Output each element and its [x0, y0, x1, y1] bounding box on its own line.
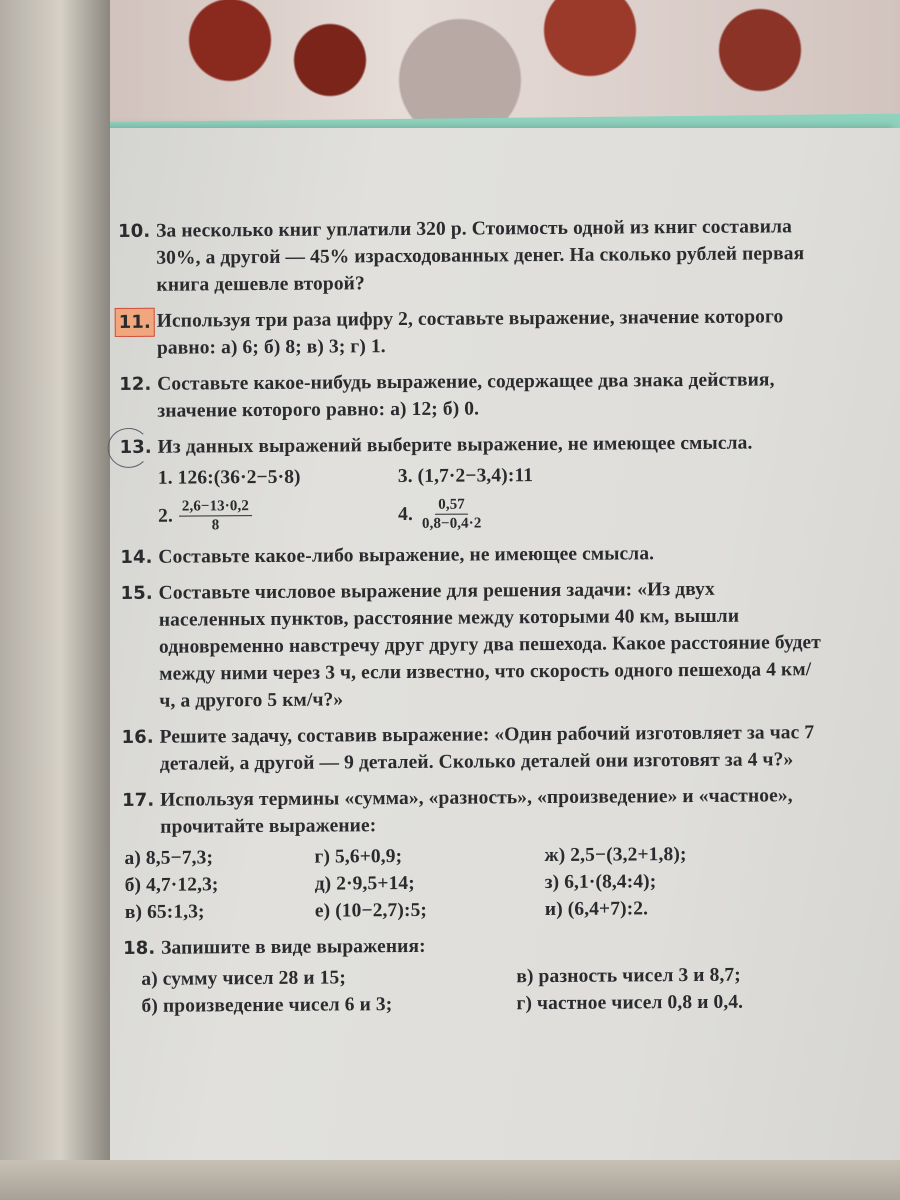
problem-15 [121, 575, 822, 715]
denominator: 8 [211, 517, 220, 534]
expression-item: и) (6,4+7):2. [544, 898, 649, 921]
problem-10 [118, 213, 819, 299]
problem-number: 14. [120, 546, 153, 568]
expression-item: е) (10−2,7):5; [314, 899, 428, 922]
problem-text: Используя термины «сумма», «разность», «произведение» и «частное», прочитайте выражение: [159, 785, 793, 838]
expression-item: г) 5,6+0,9; [314, 846, 403, 868]
fraction [179, 497, 252, 535]
numerator: 2,6−13·0,2 [179, 497, 252, 517]
task-item: в) разность чисел 3 и 8,7; [516, 964, 741, 988]
expression-item: б) 4,7·12,3; [124, 874, 219, 896]
option-label: 4. [398, 503, 413, 526]
problem-text: Составьте какое-нибудь выражение, содержащее два знака действия, значение которого равно: а) 12; б) 0. [157, 369, 775, 422]
problem-11 [119, 303, 819, 362]
numerator: 0,57 [435, 496, 468, 515]
task-item: б) произведение чисел 6 и 3; [141, 994, 393, 1017]
problem-13 [120, 429, 821, 535]
option-2 [158, 496, 398, 535]
problem-text: Составьте числовое выражение для решения задачи: «Из двух населенных пунктов, расстояние между которыми 40 км, вышли одновременно навстречу друг другу два пешехода. Какое расстояние будет между ними через 3 ч, если известно, что скорость одного пешехода 4 км/ч, а другого 5 км/ч?» [158, 578, 822, 712]
option-4 [398, 494, 658, 533]
problem-number: 16. [121, 726, 154, 748]
problem-text: Решите задачу, составив выражение: «Один рабочий изготовляет за час 7 деталей, а другой — 9 деталей. Сколько деталей они изготовят за 4 ч?» [159, 722, 815, 775]
problem-14 [120, 539, 820, 571]
fraction [419, 495, 485, 532]
problem-text: Запишите в виде выражения: [161, 935, 426, 959]
expression-item: а) 8,5−7,3; [124, 847, 214, 869]
problem-12 [119, 366, 819, 425]
expression-item: ж) 2,5−(3,2+1,8); [544, 844, 687, 867]
problem-number-highlighted: 11. [115, 308, 155, 337]
problem-number: 18. [123, 937, 156, 959]
problem-number: 17. [121, 789, 155, 811]
problem-18 [123, 930, 824, 1020]
task-item: а) сумму чисел 28 и 15; [141, 967, 346, 990]
page-content [118, 213, 824, 1029]
expression-item: з) 6,1·(8,4:4); [544, 871, 657, 894]
task-list [141, 961, 823, 1020]
problem-number: 15. [120, 582, 153, 604]
problem-number: 10. [118, 220, 151, 242]
problem-number: 13. [119, 436, 152, 458]
left-page-edge [0, 0, 110, 1200]
option-3: 3. (1,7·2−3,4):11 [397, 465, 534, 488]
background-bottom [0, 1160, 900, 1200]
option-label: 2. [158, 505, 173, 527]
problem-number: 12. [119, 373, 152, 395]
expression-item: в) 65:1,3; [124, 901, 205, 923]
expression-list [124, 840, 823, 926]
expression-item: д) 2·9,5+14; [314, 872, 415, 895]
problem-text: Составьте какое-либо выражение, не имеющее смысла. [158, 543, 655, 568]
denominator: 0,8−0,4·2 [421, 515, 482, 532]
task-item: г) частное чисел 0,8 и 0,4. [516, 991, 744, 1015]
problem-17 [122, 782, 823, 926]
problem-16 [122, 719, 822, 778]
expression-options [158, 460, 820, 535]
option-1: 1. 126:(36·2−5·8) [157, 466, 301, 489]
problem-text: Из данных выражений выберите выражение, не имеющее смысла. [157, 432, 753, 458]
problem-text: За несколько книг уплатили 320 р. Стоимость одной из книг составила 30%, а другой — 45% израсходованных денег. На сколько рублей первая книга дешевле второй? [156, 216, 805, 296]
problem-text: Используя три раза цифру 2, составьте выражение, значение которого равно: а) 6; б) 8; в) 3; г) 1. [156, 306, 784, 359]
